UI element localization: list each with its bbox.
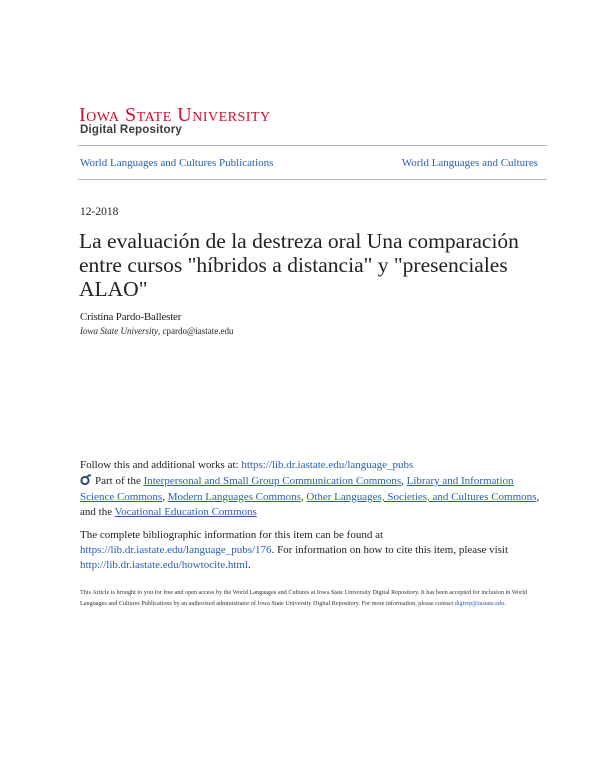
access-notice-end: . (504, 600, 506, 607)
part-of-prefix: Part of the (95, 475, 144, 487)
contact-email-link[interactable]: digirep@iastate.edu (454, 600, 505, 607)
item-url-link[interactable]: https://lib.dr.iastate.edu/language_pubs/176 (80, 544, 272, 556)
commons-link-vocational[interactable]: Vocational Education Commons (114, 506, 257, 518)
citation-prefix: The complete bibliographic information for this item can be found at (80, 529, 384, 541)
part-of-block: Part of the Interpersonal and Small Group Communication Commons, Library and Information Science Commons, Modern Languages Commons, Other Languages, Societies, and Cultures Commons, and the Vocational Education Commons (80, 475, 540, 518)
university-logo-text: Iowa State University (79, 104, 271, 126)
access-notice-text: This Article is brought to you for free and open access by the World Languages and Cultures at Iowa State University Digital Repository. It has been accepted for inclusion in World Languages and Cultures Publications by an authorized administrator of Iowa State University Digital Repository. For more information, please contact (80, 589, 528, 607)
follow-prefix: Follow this and additional works at: (80, 459, 242, 471)
top-divider (78, 145, 547, 146)
follow-url-link[interactable]: https://lib.dr.iastate.edu/language_pubs (241, 459, 414, 471)
howtocite-link[interactable]: http://lib.dr.iastate.edu/howtocite.html (80, 559, 249, 571)
author-name: Cristina Pardo-Ballester (80, 311, 182, 323)
repository-logo-text: Digital Repository (80, 124, 183, 136)
and-the-text: , and the (80, 491, 540, 518)
open-access-icon (80, 474, 92, 490)
commons-link-library-info[interactable]: Library and Information Science Commons (80, 475, 514, 503)
commons-link-modern-languages[interactable]: Modern Languages Commons (167, 491, 301, 503)
commons-link-interpersonal[interactable]: Interpersonal and Small Group Communication Commons (143, 475, 402, 487)
citation-block (80, 528, 550, 573)
commons-link-other-languages[interactable]: Other Languages, Societies, and Cultures Commons (306, 491, 537, 503)
citation-middle: . For information on how to cite this item, please visit (271, 544, 509, 556)
collection-link-department[interactable]: World Languages and Cultures (401, 157, 538, 169)
collection-link-publications[interactable]: World Languages and Cultures Publications (80, 157, 274, 169)
citation-end: . (248, 559, 251, 571)
follow-line (80, 458, 550, 473)
article-title: La evaluación de la destreza oral Una comparación entre cursos "híbridos a distancia" y "presenciales ALAO" (79, 229, 519, 301)
affiliation-name: Iowa State University (80, 326, 158, 336)
bottom-divider (78, 179, 547, 180)
author-email: cpardo@iastate.edu (162, 326, 234, 336)
publication-date: 12-2018 (80, 206, 119, 218)
access-notice (80, 587, 550, 609)
author-affiliation: Iowa State University, cpardo@iastate.edu (80, 326, 234, 336)
